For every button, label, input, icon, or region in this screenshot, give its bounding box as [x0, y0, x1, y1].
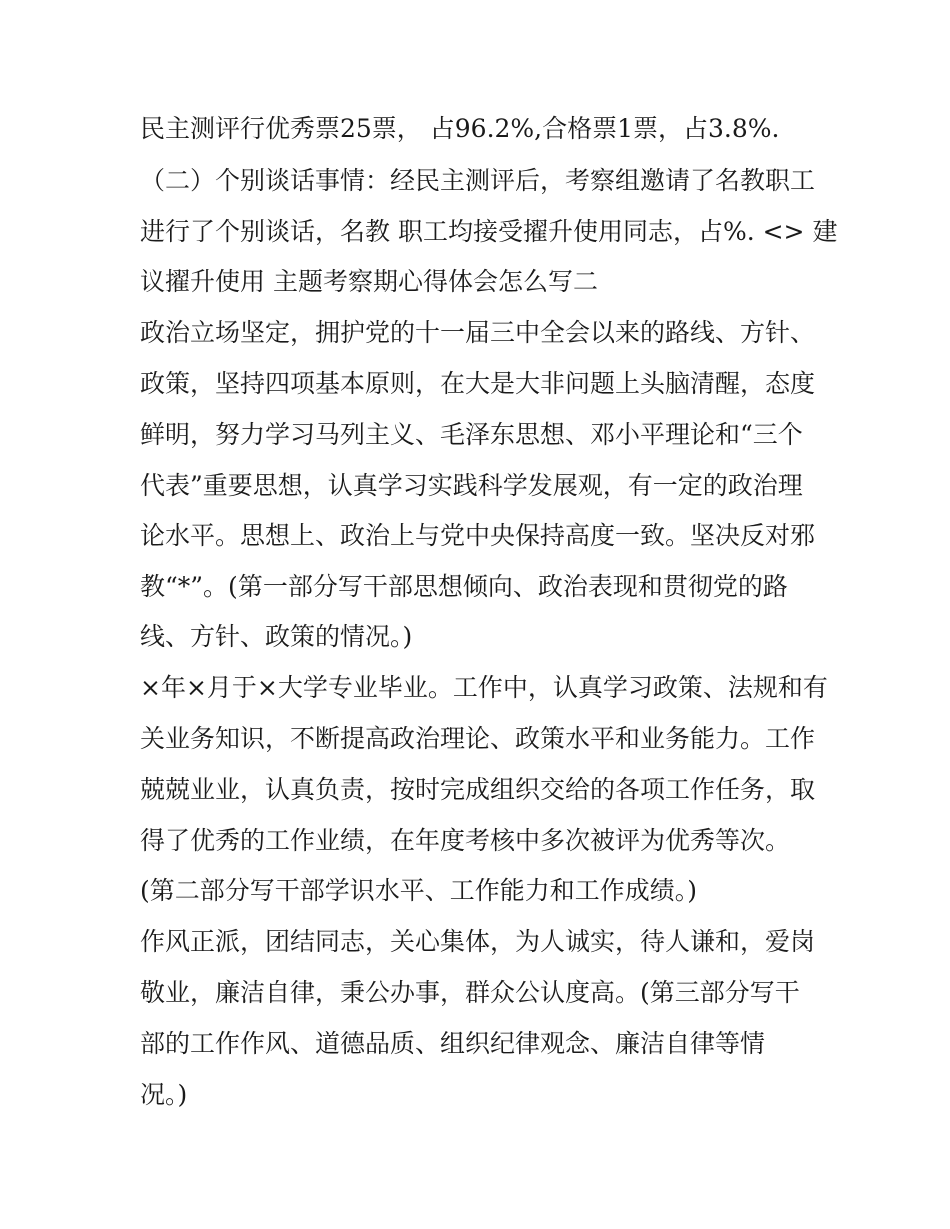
text-line: 敬业，廉洁自律，秉公办事，群众公认度高。(第三部分写干 [140, 978, 800, 1007]
text-line: 鲜明，努力学习马列主义、毛泽东思想、邓小平理论和“三个 [140, 420, 803, 449]
text-line: (第二部分写干部学识水平、工作能力和工作成绩。) [140, 876, 698, 905]
text-line: 线、方针、政策的情况。) [140, 622, 413, 651]
text-line: 政策，坚持四项基本原则，在大是大非问题上头脑清醒，态度 [140, 369, 816, 398]
text-line: 进行了个别谈话，名教 职工均接受擢升使用同志，占%. <> 建 [140, 217, 838, 246]
text-line: 议擢升使用 主题考察期心得体会怎么写二 [140, 267, 598, 296]
text-line: （二）个别谈话事情：经民主测评后，考察组邀请了名教职工 [140, 166, 816, 195]
text-line: 作风正派，团结同志，关心集体，为人诚实，待人谦和，爱岗 [140, 927, 816, 956]
text-line: 况。) [140, 1080, 188, 1109]
text-line: 政治立场坚定，拥护党的十一届三中全会以来的路线、方针、 [140, 318, 816, 347]
text-line: 教“*”。(第一部分写干部思想倾向、政治表现和贯彻党的路 [140, 572, 788, 601]
text-line: 兢兢业业，认真负责，按时完成组织交给的各项工作任务，取 [140, 775, 816, 804]
text-line: 民主测评行优秀票25票， 占96.2%,合格票1票，占3.8%. [140, 114, 780, 143]
text-line: 部的工作作风、道德品质、组织纪律观念、廉洁自律等情 [140, 1029, 766, 1058]
text-line: ×年×月于×大学专业毕业。工作中，认真学习政策、法规和有 [140, 673, 828, 702]
text-line: 得了优秀的工作业绩，在年度考核中多次被评为优秀等次。 [140, 826, 791, 855]
text-line: 论水平。思想上、政治上与党中央保持高度一致。坚决反对邪 [140, 521, 816, 550]
text-line: 代表”重要思想，认真学习实践科学发展观，有一定的政治理 [140, 471, 803, 500]
text-line: 关业务知识，不断提高政治理论、政策水平和业务能力。工作 [140, 724, 816, 753]
